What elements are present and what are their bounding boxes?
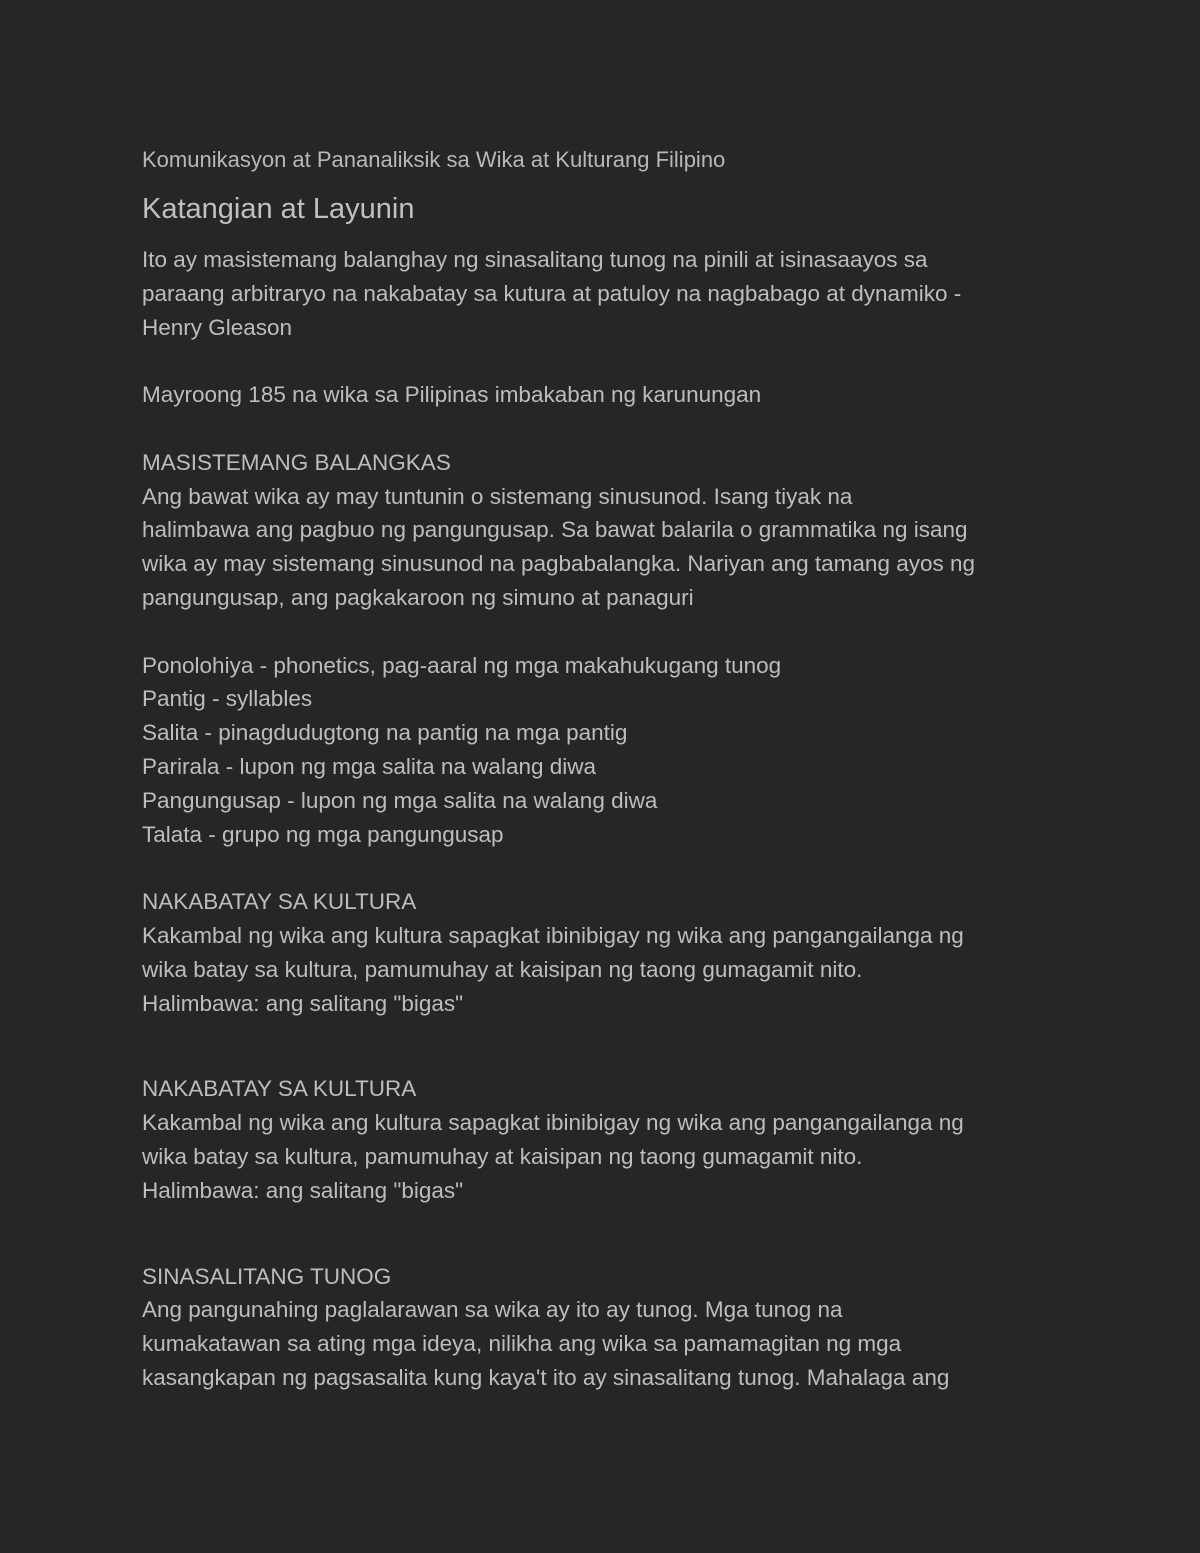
document-page <box>142 143 1072 1395</box>
section-line: kumakatawan sa ating mga ideya, nilikha ang wika sa pamamagitan ng mga <box>142 1331 902 1357</box>
course-title: Komunikasyon at Pananaliksik sa Wika at Kulturang Filipino <box>142 147 726 172</box>
section-heading: NAKABATAY SA KULTURA <box>142 1076 417 1102</box>
spacer <box>142 1020 1072 1072</box>
section-tunog <box>142 1260 1072 1395</box>
terms-list <box>142 649 1072 852</box>
spacer <box>142 412 1072 446</box>
spacer <box>142 344 1072 378</box>
page-title: Katangian at Layunin <box>142 193 415 225</box>
term-item: Ponolohiya - phonetics, pag-aaral ng mga makahukugang tunog <box>142 652 782 678</box>
term-item: Talata - grupo ng mga pangungusap <box>142 821 504 847</box>
section-line: Halimbawa: ang salitang "bigas" <box>142 1177 464 1203</box>
term-item: Parirala - lupon ng mga salita na walang diwa <box>142 753 597 779</box>
definition-line: Ito ay masistemang balanghay ng sinasalitang tunog na pinili at isinasaayos sa <box>142 247 928 272</box>
section-line: Ang bawat wika ay may tuntunin o sistemang sinusunod. Isang tiyak na <box>142 483 853 509</box>
definition-line: paraang arbitraryo na nakabatay sa kutura at patuloy na nagbabago at dynamiko - <box>142 280 962 306</box>
spacer <box>142 851 1072 885</box>
section-line: wika batay sa kultura, pamumuhay at kaisipan ng taong gumagamit nito. <box>142 956 863 982</box>
definition-paragraph <box>142 243 1072 344</box>
definition-line: Henry Gleason <box>142 314 293 340</box>
section-heading: MASISTEMANG BALANGKAS <box>142 449 451 475</box>
section-kultura-2 <box>142 1072 1072 1207</box>
section-line: kasangkapan ng pagsasalita kung kaya't ito ay sinasalitang tunog. Mahalaga ang <box>142 1364 950 1390</box>
section-line: Ang pangunahing paglalarawan sa wika ay ito ay tunog. Mga tunog na <box>142 1297 843 1323</box>
section-kultura-1 <box>142 885 1072 1020</box>
section-line: Kakambal ng wika ang kultura sapagkat ibinibigay ng wika ang pangangailanga ng <box>142 922 964 948</box>
spacer <box>142 1208 1072 1260</box>
term-item: Pangungusap - lupon ng mga salita na walang diwa <box>142 787 658 813</box>
section-balangkas <box>142 446 1072 615</box>
section-line: pangungusap, ang pagkakaroon ng simuno at panaguri <box>142 584 694 610</box>
term-item: Pantig - syllables <box>142 686 313 712</box>
section-line: Kakambal ng wika ang kultura sapagkat ibinibigay ng wika ang pangangailanga ng <box>142 1110 964 1136</box>
section-line: halimbawa ang pagbuo ng pangungusap. Sa bawat balarila o grammatika ng isang <box>142 517 968 543</box>
section-heading: NAKABATAY SA KULTURA <box>142 889 417 915</box>
section-line: Halimbawa: ang salitang "bigas" <box>142 990 464 1016</box>
languages-note: Mayroong 185 na wika sa Pilipinas imbakaban ng karunungan <box>142 382 762 408</box>
section-line: wika ay may sistemang sinusunod na pagbabalangka. Nariyan ang tamang ayos ng <box>142 551 976 577</box>
term-item: Salita - pinagdudugtong na pantig na mga pantig <box>142 720 628 746</box>
section-line: wika batay sa kultura, pamumuhay at kaisipan ng taong gumagamit nito. <box>142 1143 863 1169</box>
section-heading: SINASALITANG TUNOG <box>142 1263 392 1289</box>
spacer <box>142 615 1072 649</box>
